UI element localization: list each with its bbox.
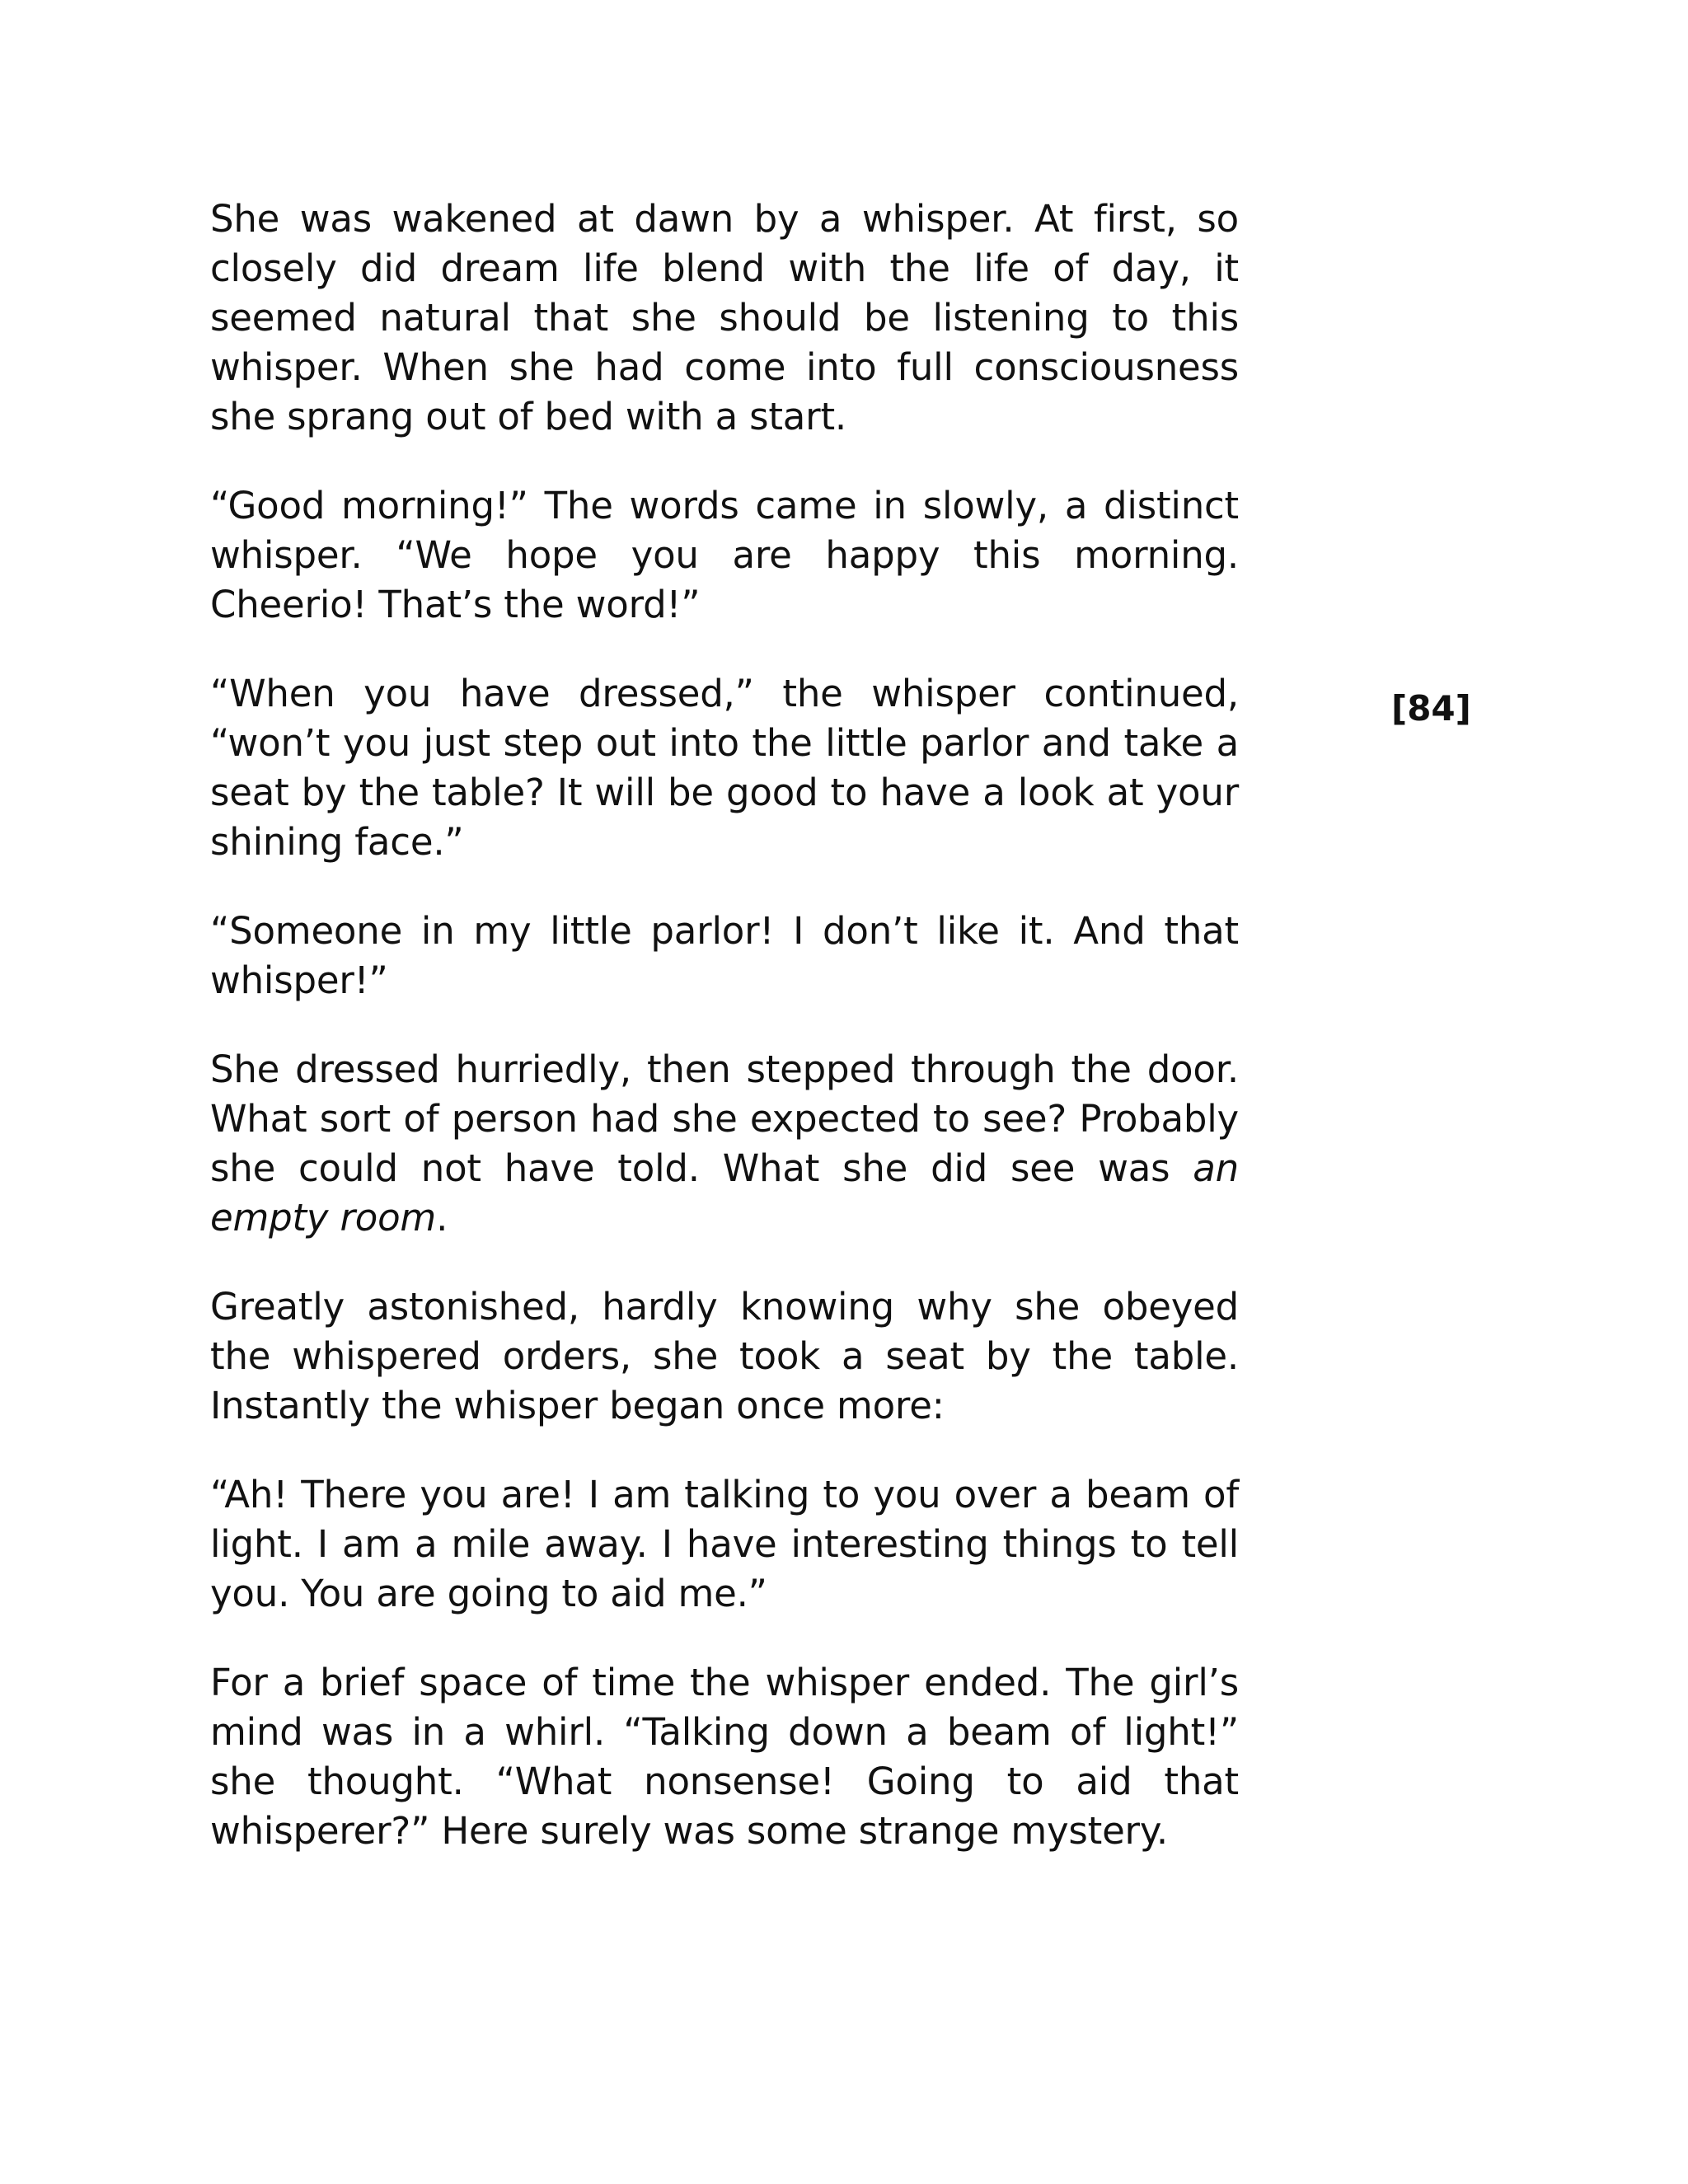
paragraph-3: “When you have dressed,” the whisper continued, “won’t you just step out into the little parlor and take a seat by the table? It will be good to have a look at your shining face.” [210,672,1239,864]
paragraph-1: She was wakened at dawn by a whisper. At first, so closely did dream life blend with the life of day, it seemed natural that she should be listening to this whisper. When she had come into full consciousness she sprang out of bed with a start. [210,197,1239,438]
paragraph-2: “Good morning!” The words came in slowly, a distinct whisper. “We hope you are happy this morning. Cheerio! That’s the word!” [210,484,1239,626]
paragraph-5-text-after: . [436,1196,448,1240]
paragraph-6: Greatly astonished, hardly knowing why she obeyed the whispered orders, she took a seat by the table. Instantly the whisper began once more: [210,1285,1239,1427]
paragraph-7: “Ah! There you are! I am talking to you over a beam of light. I am a mile away. I have interesting things to tell you. You are going to aid me.” [210,1473,1239,1615]
page-number: [84] [1391,688,1471,729]
paragraph-8: For a brief space of time the whisper ended. The girl’s mind was in a whirl. “Talking down a beam of light!” she thought. “What nonsense! Going to aid that whisperer?” Here surely was some strange mystery. [210,1661,1239,1853]
paragraph-5-emphasis: an empty room [210,1146,1239,1240]
paragraph-5-text-before: She dressed hurriedly, then stepped through the door. What sort of person had she expected to see? Probably she could not have told. What she did see was [210,1047,1239,1190]
paragraph-4: “Someone in my little parlor! I don’t like it. And that whisper!” [210,909,1239,1002]
paragraph-5 [210,1045,1239,1243]
body-text [210,194,1239,1896]
